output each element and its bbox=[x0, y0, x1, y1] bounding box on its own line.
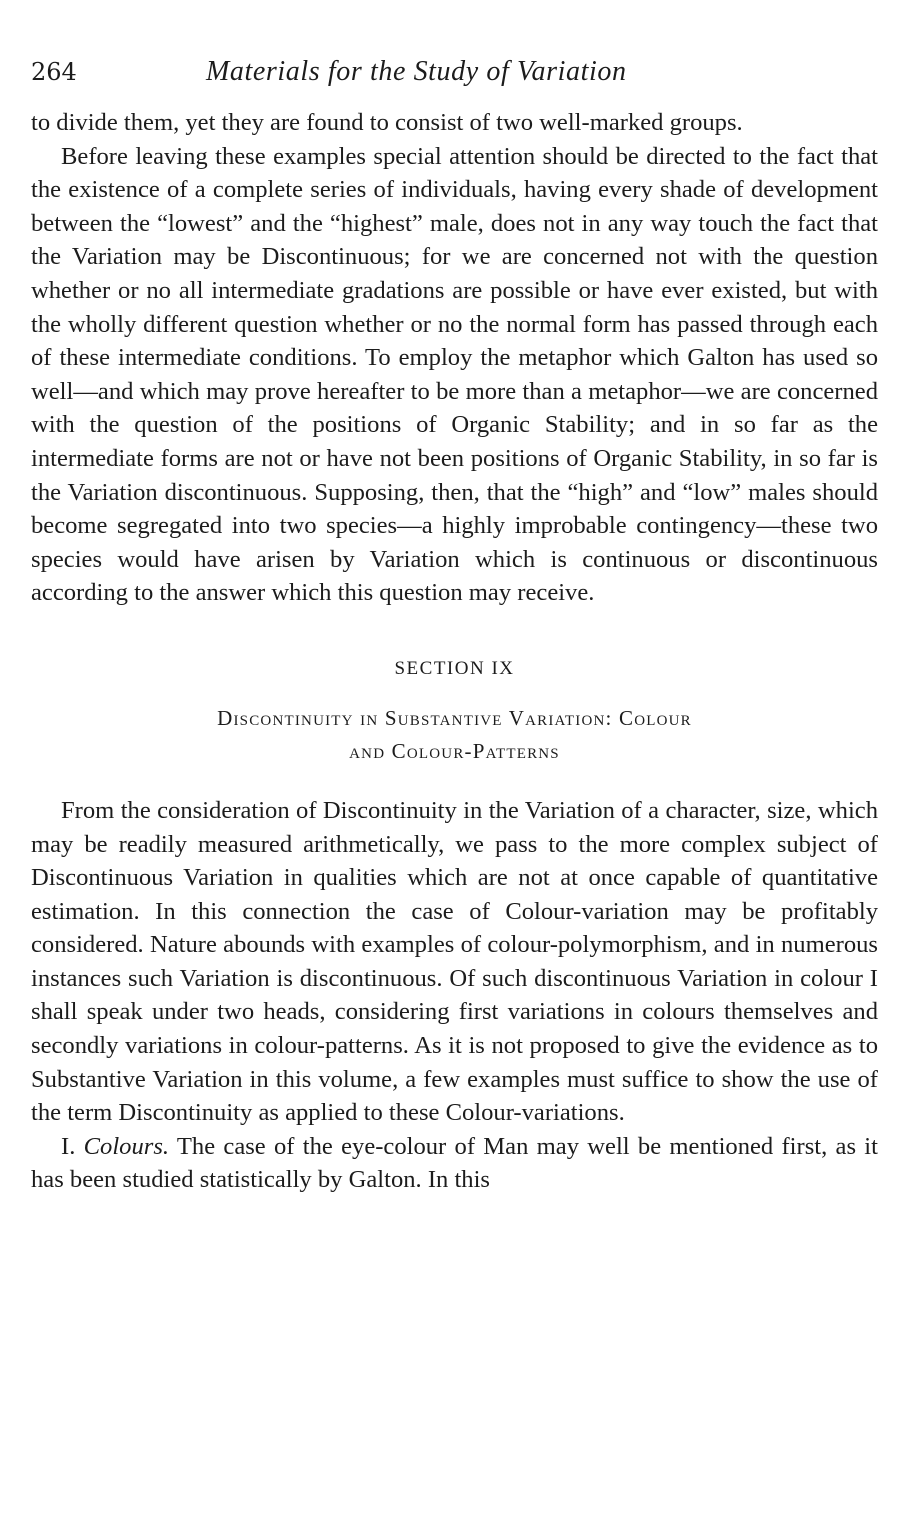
paragraph-colours bbox=[31, 1130, 878, 1197]
page-number: 264 bbox=[31, 58, 77, 86]
paragraph-continued: to divide them, yet they are found to consist of two well-marked groups. bbox=[31, 109, 743, 136]
paragraph-colour-variation: From the consideration of Discontinuity in the Variation of a character, size, which may be readily measured arithmetically, we pass to the more complex subject of Discontinuous Variation in qualities which are not at once capable of quantitative estimation. In this connection the case of Colour-variation may be profitably considered. Nature abounds with examples of colour-polymorphism, and in numerous instances such Variation is discontinuous. Of such discontinuous Variation in colour I shall speak under two heads, considering first variations in colours themselves and secondly variations in colour-patterns. As it is not proposed to give the evidence as to Substantive Variation in this volume, a few examples must suffice to show the use of the term Discontinuity as applied to these Colour-variations. bbox=[31, 796, 878, 1127]
running-title: Materials for the Study of Variation bbox=[206, 56, 627, 87]
run-in-heading: Colours. bbox=[83, 1132, 170, 1160]
page-header bbox=[31, 56, 878, 106]
section-title-line-2: and Colour-Patterns bbox=[349, 738, 560, 763]
section-title-line-1: Discontinuity in Substantive Variation: Colour bbox=[217, 705, 692, 730]
section-title bbox=[31, 702, 878, 768]
paragraph-colours-text: The case of the eye-colour of Man may well be mentioned first, as it has been studied statistically by Galton. In this bbox=[31, 1132, 878, 1194]
paragraph-discontinuous-argument: Before leaving these examples special attention should be directed to the fact that the existence of a complete series of individuals, having every shade of development between the “lowest” and the “highest” male, does not in any way touch the fact that the Variation may be Discontinuous; for we are concerned not with the question whether or no all intermediate gradations are possible or have ever existed, but with the wholly different question whether or no the normal form has passed through each of these intermediate conditions. To employ the metaphor which Galton has used so well—and which may prove hereafter to be more than a metaphor—we are concerned with the question of the positions of Organic Stability; and in so far as the intermediate forms are not or have not been positions of Organic Stability, in so far is the Variation discontinuous. Supposing, then, that the “high” and “low” males should become segregated into two species—a highly improbable contingency—these two species would have arisen by Variation which is continuous or discontinuous according to the answer which this question may receive. bbox=[31, 142, 878, 607]
section-label: SECTION IX bbox=[394, 657, 515, 679]
list-numeral: I. bbox=[61, 1132, 76, 1160]
